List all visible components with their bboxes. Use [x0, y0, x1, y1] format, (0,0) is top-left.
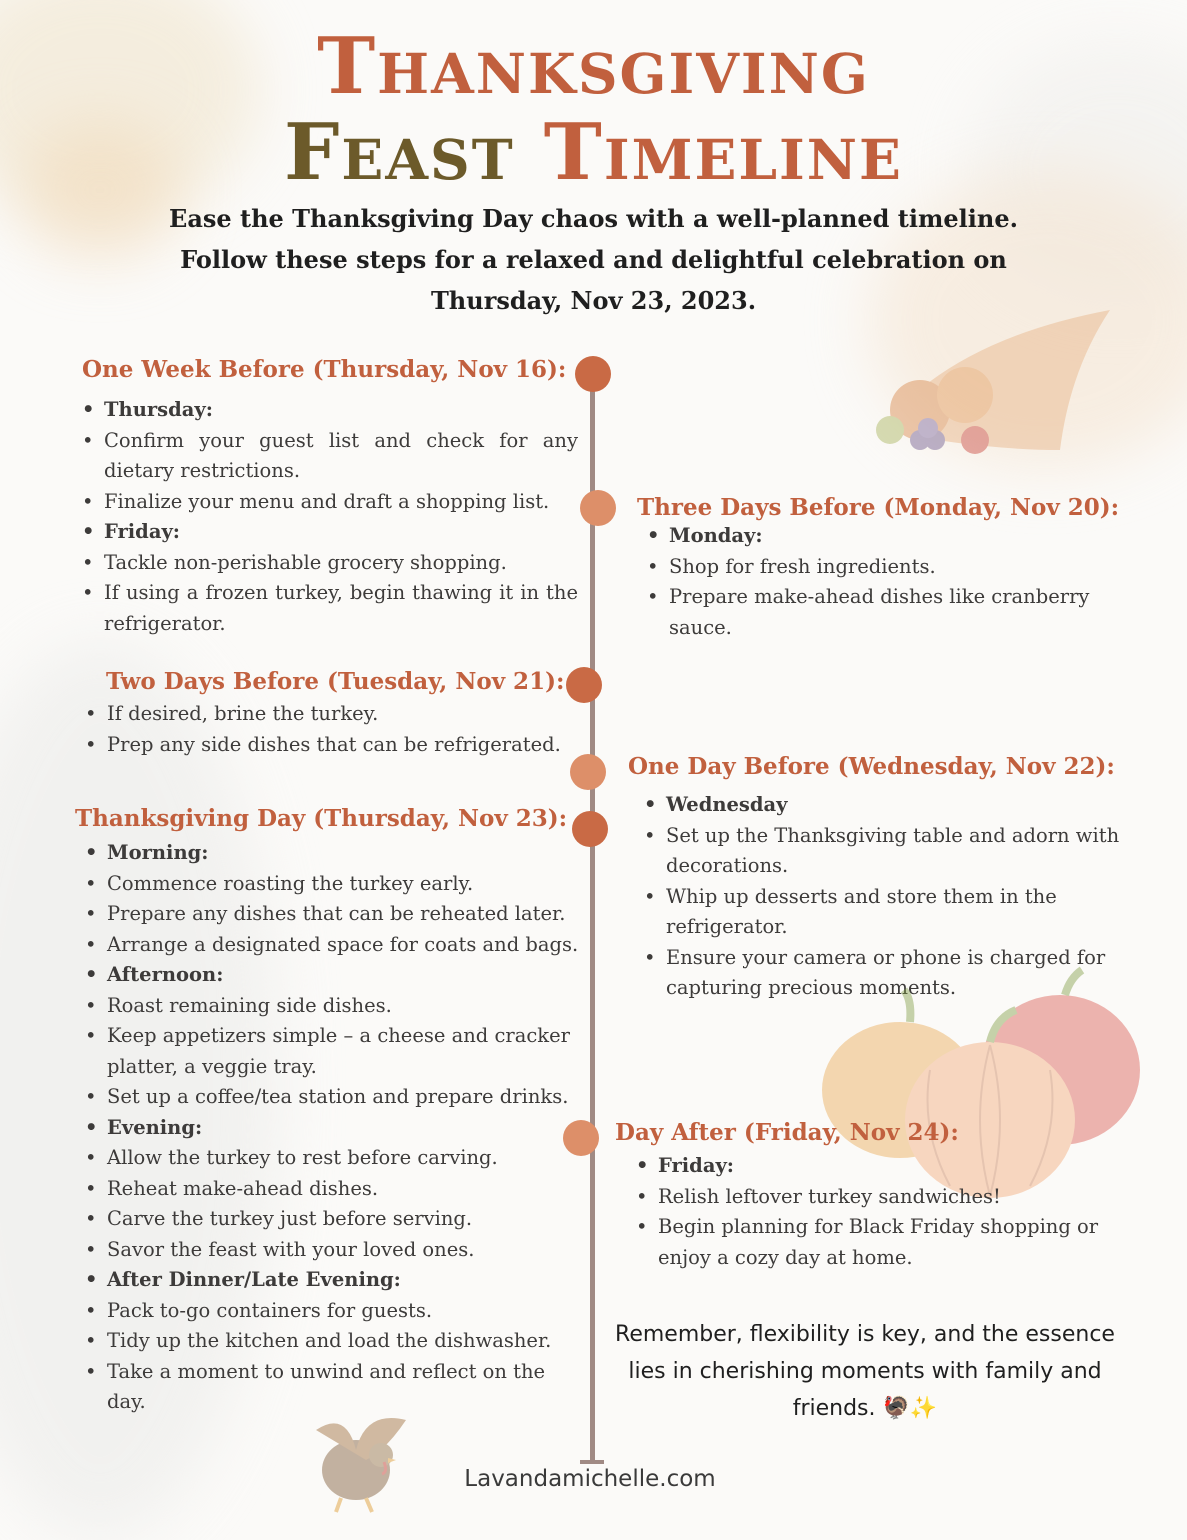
timeline-dot-week-before: [575, 356, 611, 392]
section-heading-three-days: Three Days Before (Monday, Nov 20):: [637, 494, 1120, 521]
list-item: • Pack to-go containers for guests.: [81, 1296, 581, 1327]
section-heading-day-after: Day After (Friday, Nov 24):: [615, 1119, 959, 1146]
list-item: • Friday:: [78, 517, 578, 548]
list-item: • Prep any side dishes that can be refrigerated.: [81, 730, 581, 761]
timeline-spine: [590, 372, 595, 1464]
section-heading-two-days: Two Days Before (Tuesday, Nov 21):: [106, 668, 565, 695]
list-item: • Set up a coffee/tea station and prepare drinks.: [81, 1082, 581, 1113]
list-item: • Friday:: [632, 1151, 1122, 1182]
list-item: • Afternoon:: [81, 960, 581, 991]
intro-paragraph: Ease the Thanksgiving Day chaos with a well-planned timeline. Follow these steps for a relaxed and delightful celebration on Thursday, Nov 23, 2023.: [169, 204, 1018, 315]
list-item: • Prepare any dishes that can be reheated later.: [81, 899, 581, 930]
turkey-icon: [296, 1400, 436, 1520]
list-day-after: [632, 1151, 1122, 1273]
list-item: • Roast remaining side dishes.: [81, 991, 581, 1022]
section-heading-week-before: One Week Before (Thursday, Nov 16):: [82, 356, 567, 383]
list-item: • Relish leftover turkey sandwiches!: [632, 1182, 1122, 1213]
section-heading-one-day: One Day Before (Wednesday, Nov 22):: [628, 753, 1115, 780]
list-item: • Thursday:: [78, 395, 578, 426]
list-item: • Shop for fresh ingredients.: [643, 552, 1113, 583]
list-item: • Morning:: [81, 838, 581, 869]
list-item: • Whip up desserts and store them in the refrigerator.: [640, 882, 1130, 943]
list-item: • Set up the Thanksgiving table and adorn with decorations.: [640, 821, 1130, 882]
list-week-before: [78, 395, 578, 639]
list-item: • Tackle non-perishable grocery shopping.: [78, 548, 578, 579]
list-item: • Keep appetizers simple – a cheese and cracker platter, a veggie tray.: [81, 1021, 581, 1082]
list-three-days: [643, 521, 1113, 643]
list-item: • After Dinner/Late Evening:: [81, 1265, 581, 1296]
list-item: • Allow the turkey to rest before carving.: [81, 1143, 581, 1174]
list-item: • Begin planning for Black Friday shopping or enjoy a cozy day at home.: [632, 1212, 1122, 1273]
list-item: • Savor the feast with your loved ones.: [81, 1235, 581, 1266]
page-title-line-2: [0, 108, 1187, 198]
title-word-timeline: Timeline: [543, 107, 903, 198]
timeline-dot-two-days: [566, 667, 602, 703]
list-thanksgiving-day: [81, 838, 581, 1418]
page-title-line-1: Thanksgiving: [317, 21, 870, 112]
list-item: • Evening:: [81, 1113, 581, 1144]
list-item: • Monday:: [643, 521, 1113, 552]
list-item: • Ensure your camera or phone is charged for capturing precious moments.: [640, 943, 1130, 1004]
list-two-days: [81, 699, 581, 760]
closing-note: Remember, flexibility is key, and the essence lies in cherishing moments with family and friends. 🦃✨: [615, 1322, 1115, 1421]
section-heading-thanksgiving-day: Thanksgiving Day (Thursday, Nov 23):: [75, 805, 568, 832]
list-item: • Commence roasting the turkey early.: [81, 869, 581, 900]
list-item: • Take a moment to unwind and reflect on the day.: [81, 1357, 581, 1418]
list-item: • Arrange a designated space for coats and bags.: [81, 930, 581, 961]
list-item: • Carve the turkey just before serving.: [81, 1204, 581, 1235]
list-item: • Wednesday: [640, 790, 1130, 821]
timeline-dot-three-days: [580, 490, 616, 526]
list-item: • If using a frozen turkey, begin thawing it in the refrigerator.: [78, 578, 578, 639]
list-item: • Finalize your menu and draft a shopping list.: [78, 487, 578, 518]
list-item: • Tidy up the kitchen and load the dishwasher.: [81, 1326, 581, 1357]
list-item: • Confirm your guest list and check for any dietary restrictions.: [78, 426, 578, 487]
list-item: • Reheat make-ahead dishes.: [81, 1174, 581, 1205]
title-word-feast: Feast: [284, 107, 515, 198]
timeline-spine-end: [580, 1460, 604, 1464]
list-item: • Prepare make-ahead dishes like cranberry sauce.: [643, 582, 1113, 643]
footer-website: Lavandamichelle.com: [464, 1466, 716, 1492]
list-item: • If desired, brine the turkey.: [81, 699, 581, 730]
cornucopia-icon: [860, 300, 1120, 470]
